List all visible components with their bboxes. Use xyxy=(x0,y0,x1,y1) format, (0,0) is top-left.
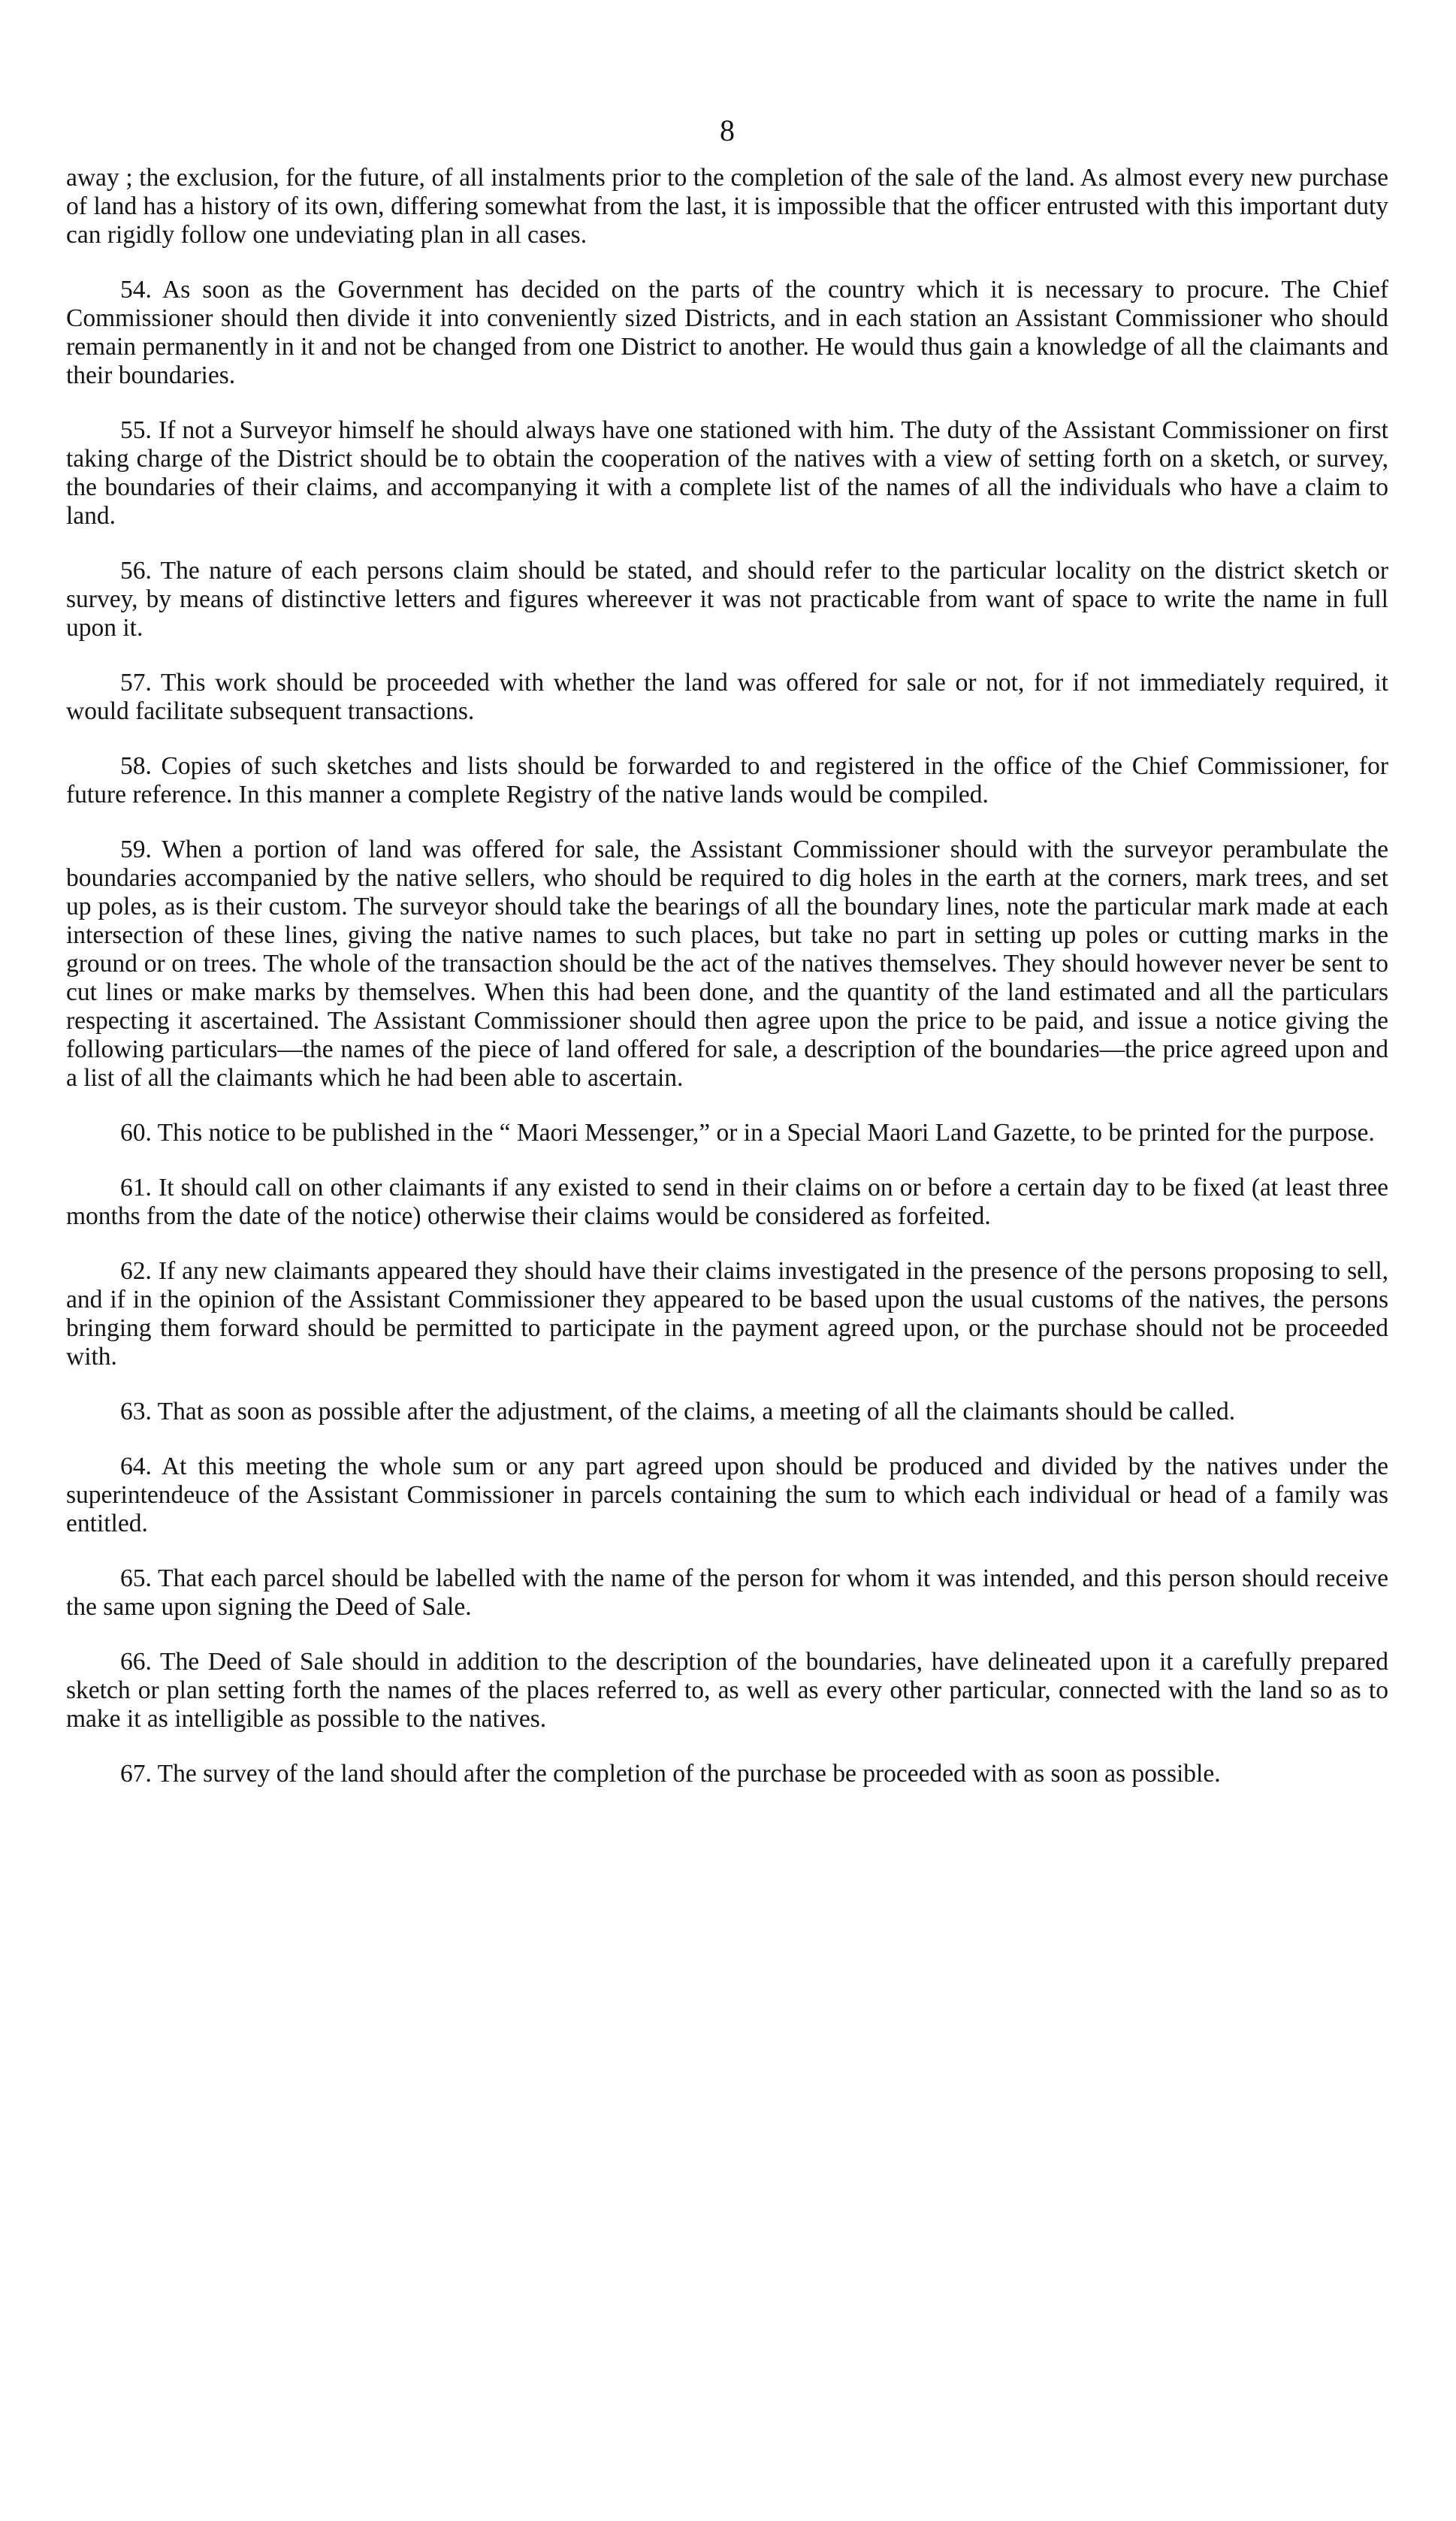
paragraph-55: 55. If not a Surveyor himself he should always have one stationed with him. The duty of the Assistant Commissioner on first taking charge of the District should be to obtain the cooperation of the natives with a view of setting forth on a sketch, or survey, the boundaries of their claims, and accompanying it with a complete list of the names of all the individuals who have a claim to land. xyxy=(66,416,1388,530)
paragraph-57: 57. This work should be proceeded with whether the land was offered for sale or not, for if not immediately required, it would facilitate subsequent transactions. xyxy=(66,669,1388,725)
document-page xyxy=(66,113,1388,1815)
paragraph-62: 62. If any new claimants appeared they should have their claims investigated in the presence of the persons proposing to sell, and if in the opinion of the Assistant Commissioner they appeared to be based upon the usual customs of the natives, the persons bringing them forward should be permitted to participate in the payment agreed upon, or the purchase should not be proceeded with. xyxy=(66,1257,1388,1371)
paragraph-60: 60. This notice to be published in the “ Maori Messenger,” or in a Special Maori Land Gazette, to be printed for the purpose. xyxy=(120,1119,1375,1147)
paragraph-58: 58. Copies of such sketches and lists should be forwarded to and registered in the office of the Chief Commissioner, for future reference. In this manner a complete Registry of the native lands would be compiled. xyxy=(66,752,1388,809)
paragraph-67: 67. The survey of the land should after the completion of the purchase be proceeded with as soon as possible. xyxy=(120,1760,1221,1788)
paragraph-54: 54. As soon as the Government has decided on the parts of the country which it is necessary to procure. The Chief Commissioner should then divide it into conveniently sized Districts, and in each station an Assistant Commissioner who should remain permanently in it and not be changed from one District to another. He would thus gain a knowledge of all the claimants and their boundaries. xyxy=(66,276,1388,389)
paragraph-64: 64. At this meeting the whole sum or any part agreed upon should be produced and divided by the natives under the superintendeuce of the Assistant Commissioner in parcels containing the sum to which each individual or head of a family was entitled. xyxy=(66,1452,1388,1537)
page-number: 8 xyxy=(720,113,735,147)
paragraph-continuation: away ; the exclusion, for the future, of all instalments prior to the completion of the sale of the land. As almost every new purchase of land has a history of its own, differing somewhat from the last, it is impossible that the officer entrusted with this important duty can rigidly follow one undeviating plan in all cases. xyxy=(66,164,1388,249)
paragraph-63: 63. That as soon as possible after the adjustment, of the claims, a meeting of all the claimants should be called. xyxy=(120,1398,1236,1425)
paragraph-56: 56. The nature of each persons claim should be stated, and should refer to the particular locality on the district sketch or survey, by means of distinctive letters and figures whereever it was not practicable from want of space to write the name in full upon it. xyxy=(66,557,1388,642)
paragraph-59: 59. When a portion of land was offered for sale, the Assistant Commissioner should with the surveyor perambulate the boundaries accompanied by the native sellers, who should be required to dig holes in the earth at the corners, mark trees, and set up poles, as is their custom. The surveyor should take the bearings of all the boundary lines, note the particular mark made at each intersection of these lines, giving the native names to such places, but take no part in setting up poles or cutting marks in the ground or on trees. The whole of the transaction should be the act of the natives themselves. They should however never be sent to cut lines or make marks by themselves. When this had been done, and the quantity of the land estimated and all the particulars respecting it ascertained. The Assistant Commissioner should then agree upon the price to be paid, and issue a notice giving the following particulars—the names of the piece of land offered for sale, a description of the boundaries—the price agreed upon and a list of all the claimants which he had been able to ascertain. xyxy=(66,836,1388,1092)
paragraph-66: 66. The Deed of Sale should in addition to the description of the boundaries, have delineated upon it a carefully prepared sketch or plan setting forth the names of the places referred to, as well as every other particular, connected with the land so as to make it as intelligible as possible to the natives. xyxy=(66,1648,1388,1733)
paragraph-65: 65. That each parcel should be labelled with the name of the person for whom it was intended, and this person should receive the same upon signing the Deed of Sale. xyxy=(66,1564,1388,1621)
paragraph-61: 61. It should call on other claimants if any existed to send in their claims on or before a certain day to be fixed (at least three months from the date of the notice) otherwise their claims would be considered as forfeited. xyxy=(66,1174,1388,1230)
